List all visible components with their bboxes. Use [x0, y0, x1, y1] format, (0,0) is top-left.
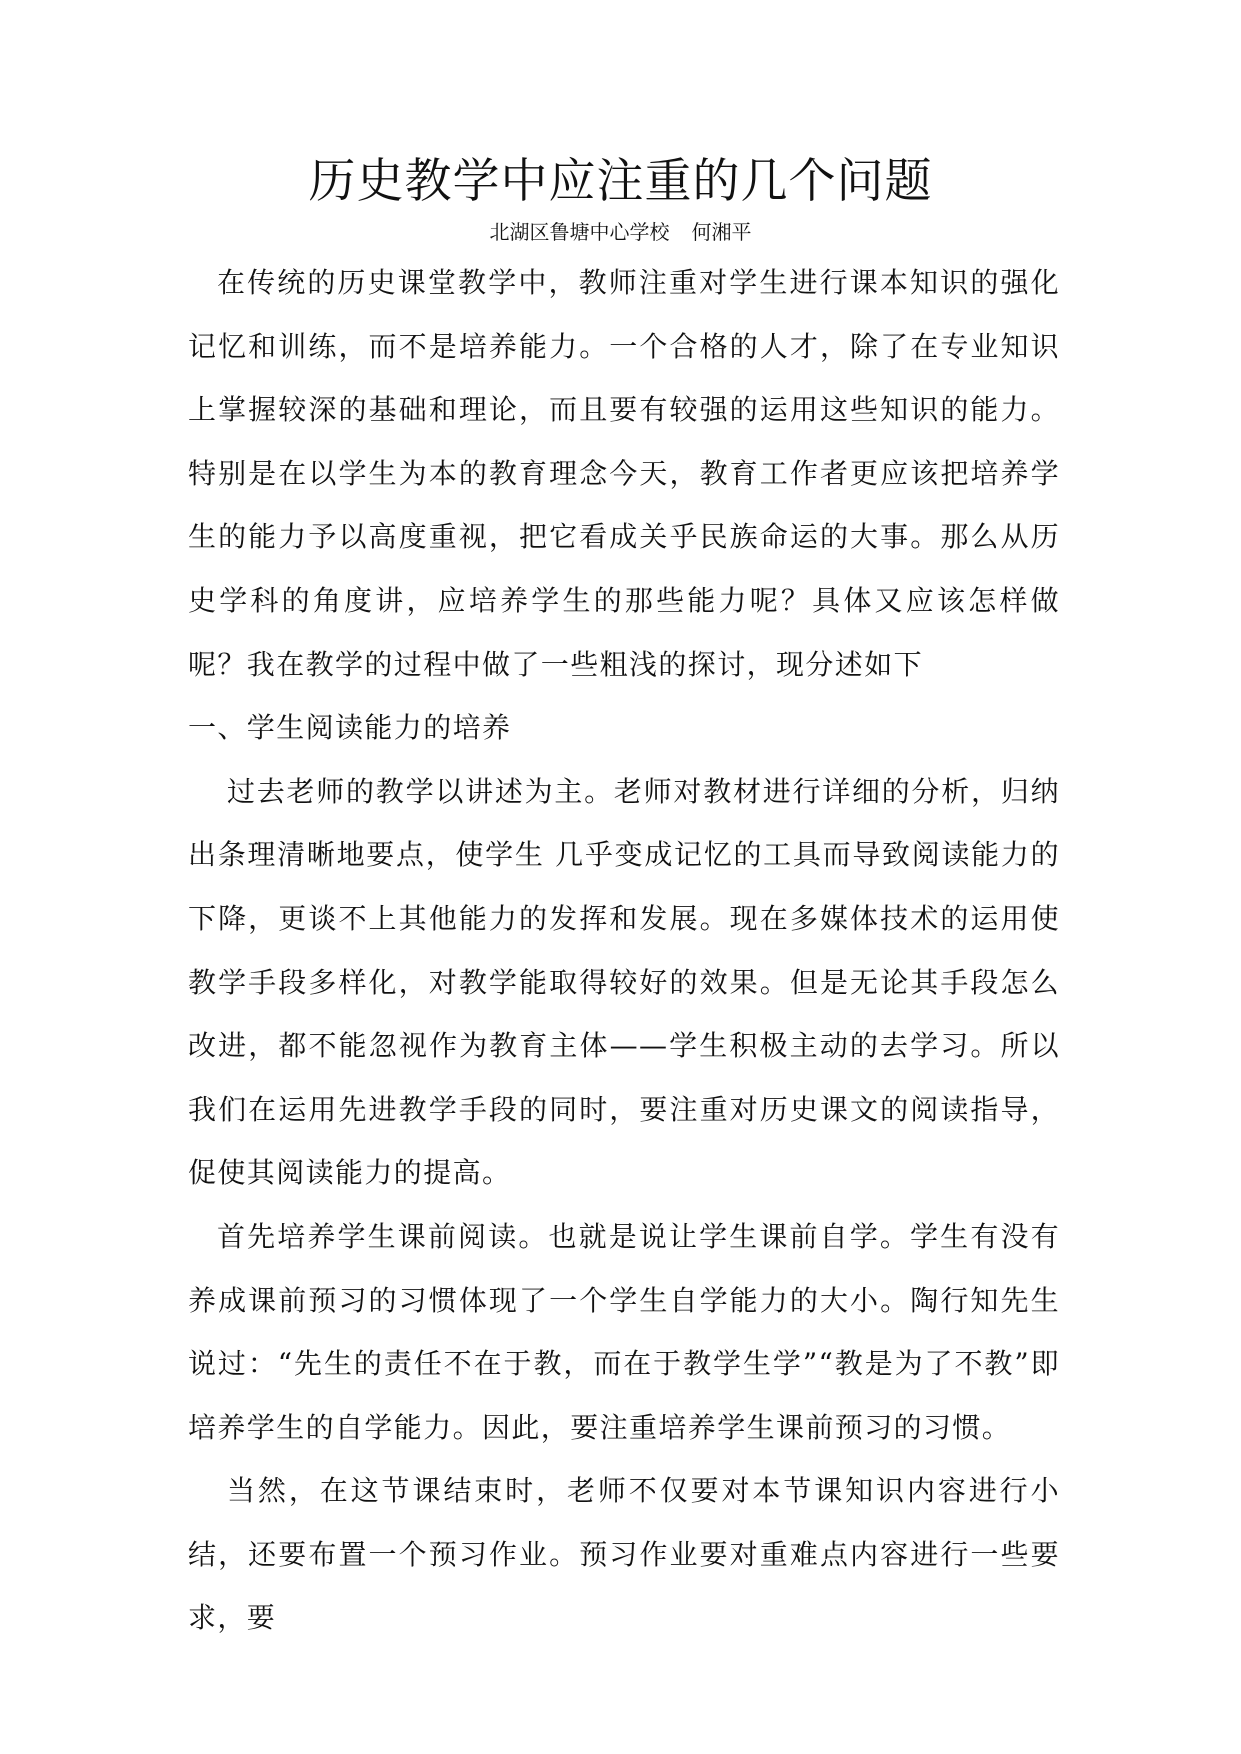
paragraph-preview-homework: 当然，在这节课结束时，老师不仅要对本节课知识内容进行小结，还要布置一个预习作业。预习作业要对重难点内容进行一些要求，要	[188, 1474, 1060, 1635]
author-name: 何湘平	[691, 220, 752, 244]
author-school: 北湖区鲁塘中心学校	[489, 220, 670, 244]
author-byline	[0, 218, 1241, 246]
document-title: 历史教学中应注重的几个问题	[308, 154, 933, 209]
paragraph-reading-past: 过去老师的教学以讲述为主。老师对教材进行详细的分析，归纳出条理清晰地要点，使学生 几乎变成记忆的工具而导致阅读能力的下降，更谈不上其他能力的发挥和发展。现在多媒体技术的运用使教学手段多样化，对教学能取得较好的效果。但是无论其手段怎么改进，都不能忽视作为教育主体——学生积极主动的去学习。所以我们在运用先进教学手段的同时，要注重对历史课文的阅读指导，促使其阅读能力的提高。	[188, 774, 1060, 1190]
paragraph-pre-class-reading: 首先培养学生课前阅读。也就是说让学生课前自学。学生有没有养成课前预习的习惯体现了一个学生自学能力的大小。陶行知先生说过：“先生的责任不在于教，而在于教学生学”“教是为了不教”即培养学生的自学能力。因此，要注重培养学生课前预习的习惯。	[188, 1219, 1060, 1444]
document-body	[188, 251, 1060, 1650]
paragraph-intro: 在传统的历史课堂教学中，教师注重对学生进行课本知识的强化记忆和训练，而不是培养能力。一个合格的人才，除了在专业知识上掌握较深的基础和理论，而且要有较强的运用这些知识的能力。特别是在以学生为本的教育理念今天，教育工作者更应该把培养学生的能力予以高度重视，把它看成关乎民族命运的大事。那么从历史学科的角度讲，应培养学生的那些能力呢？具体又应该怎样做呢？我在教学的过程中做了一些粗浅的探讨，现分述如下	[188, 266, 1060, 681]
section-heading-reading-ability: 一、学生阅读能力的培养	[188, 711, 512, 745]
